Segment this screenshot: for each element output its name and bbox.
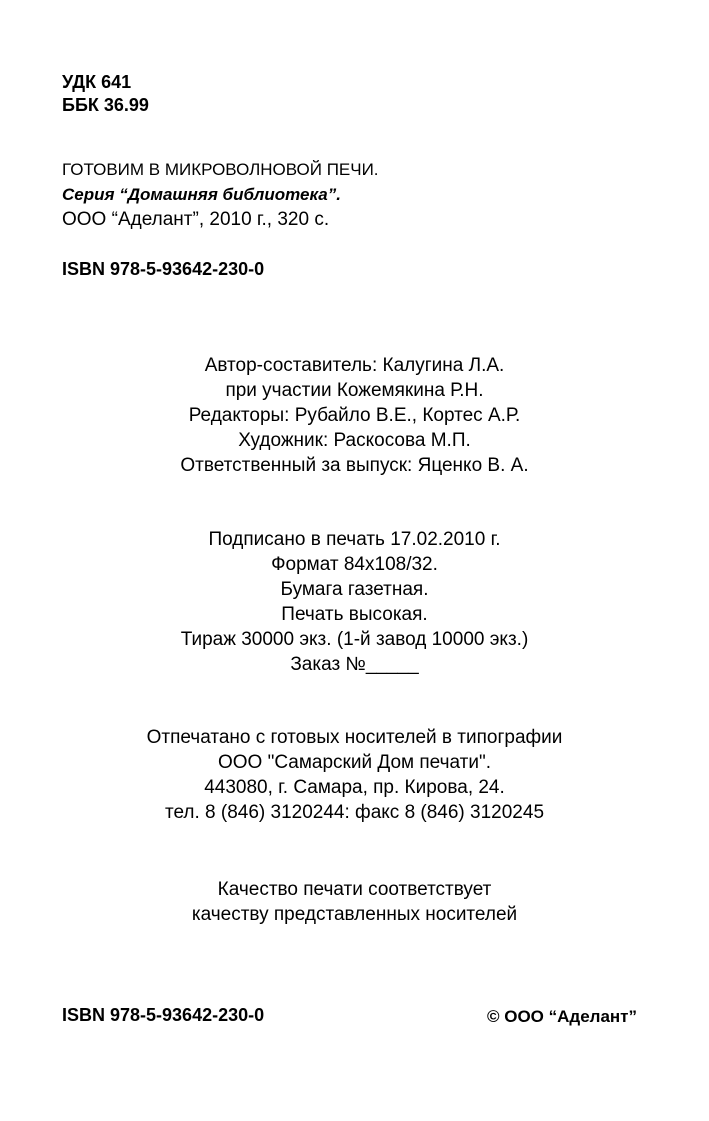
print-info-line: Тираж 30000 экз. (1-й завод 10000 экз.) (180, 629, 529, 650)
publisher-line: ООО “Аделант”, 2010 г., 320 с. (62, 209, 330, 230)
quality-line: Качество печати соответствует (217, 879, 492, 900)
printer-phone: тел. 8 (846) 3120244: факс 8 (846) 3120245 (164, 802, 545, 823)
credit-line: Автор-составитель: Калугина Л.А. (204, 355, 505, 376)
print-info-line: Печать высокая. (281, 604, 428, 625)
credit-line: Художник: Раскосова М.П. (238, 430, 471, 451)
order-number: Заказ №_____ (290, 654, 419, 675)
series-name: Серия “Домашняя библиотека”. (62, 185, 341, 204)
credit-line: при участии Кожемякина Р.Н. (225, 380, 484, 401)
credit-line: Редакторы: Рубайло В.Е., Кортес А.Р. (188, 405, 521, 426)
book-title: ГОТОВИМ В МИКРОВОЛНОВОЙ ПЕЧИ. (62, 160, 379, 179)
printer-address: 443080, г. Самара, пр. Кирова, 24. (204, 777, 505, 798)
copyright: © ООО “Аделант” (486, 1007, 637, 1026)
quality-line: качеству представленных носителей (191, 904, 518, 925)
isbn-top: ISBN 978-5-93642-230-0 (62, 259, 265, 279)
printer-line: ООО "Самарский Дом печати". (218, 752, 491, 773)
credit-line: Ответственный за выпуск: Яценко В. А. (180, 455, 529, 476)
isbn-bottom: ISBN 978-5-93642-230-0 (62, 1005, 265, 1025)
bbk-code: ББК 36.99 (62, 95, 149, 115)
print-info-line: Подписано в печать 17.02.2010 г. (208, 529, 501, 550)
print-info-line: Бумага газетная. (280, 579, 429, 600)
print-info-line: Формат 84x108/32. (271, 554, 438, 575)
udk-code: УДК 641 (62, 72, 132, 92)
printer-line: Отпечатано с готовых носителей в типографии (146, 727, 563, 748)
